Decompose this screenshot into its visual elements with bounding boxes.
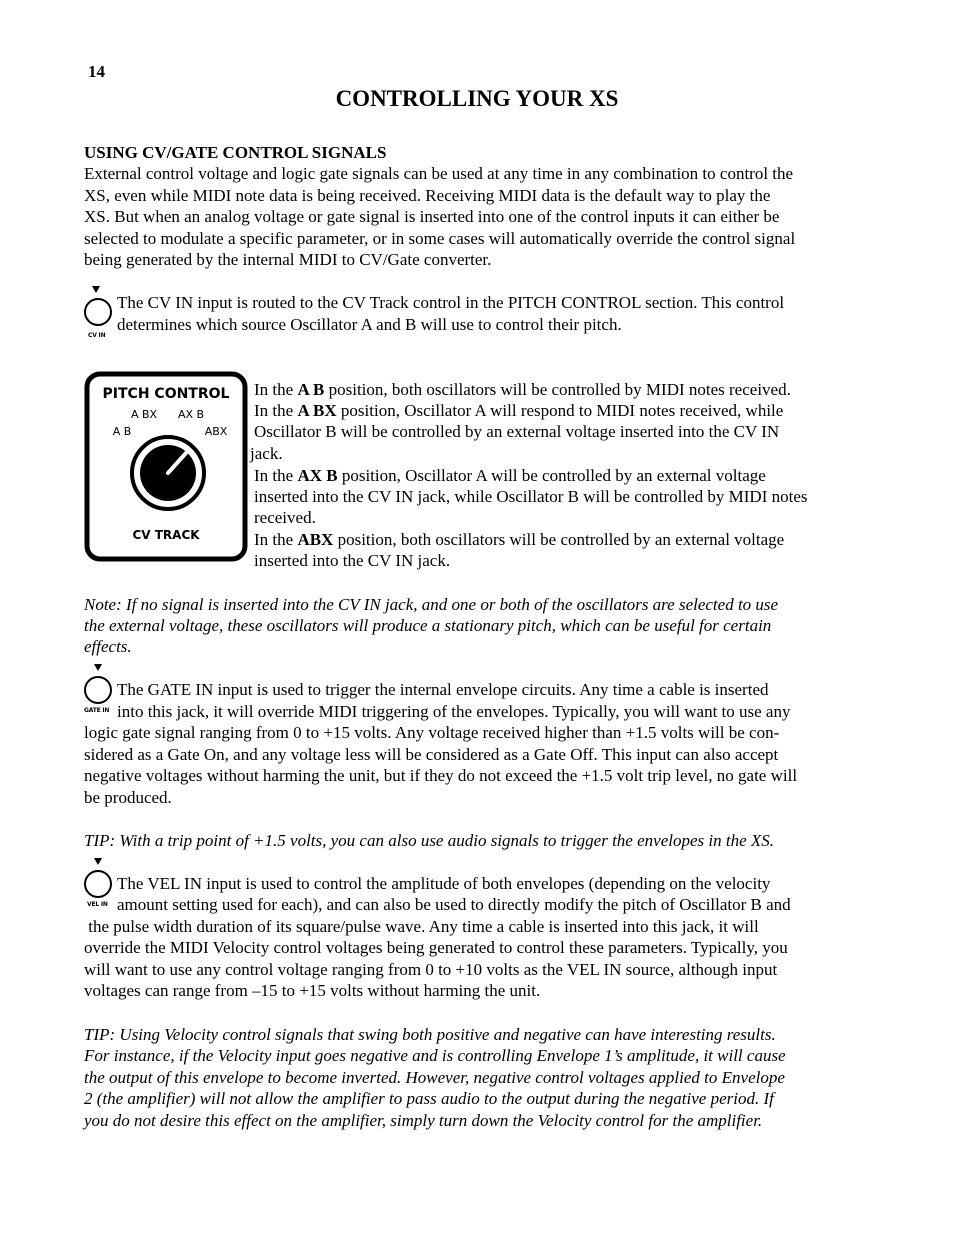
cv-in-line: determines which source Oscillator A and B will use to control their pitch. [117, 315, 622, 334]
gate-in-line: into this jack, it will override MIDI triggering of the envelopes. Typically, you will want to use any [117, 702, 791, 721]
jack-ring-icon [84, 298, 112, 326]
tip-velocity-line: the output of this envelope to become inverted. However, negative control voltages applied to Envelope [84, 1068, 785, 1087]
pitch-control-panel [84, 371, 248, 562]
gate-in-line: logic gate signal ranging from 0 to +15 volts. Any voltage received higher than +1.5 volts will be con- [84, 723, 780, 742]
jack-arrow-icon [92, 286, 100, 293]
position-line: In the ABX position, both oscillators will be controlled by an external voltage [254, 530, 785, 549]
jack-ring-icon [84, 870, 112, 898]
position-ab-label: A B [112, 425, 132, 438]
position-line: In the A B position, both oscillators will be controlled by MIDI notes received. [254, 380, 791, 399]
jack-arrow-icon [94, 664, 102, 671]
vel-in-jack-label: VEL IN [87, 901, 108, 908]
intro-line: External control voltage and logic gate signals can be used at any time in any combination to control the [84, 164, 794, 183]
tip-velocity-line: you do not desire this effect on the amplifier, simply turn down the Velocity control for the amplifier. [84, 1111, 763, 1130]
position-abx-label: A BX [130, 408, 158, 421]
vel-in-line: voltages can range from –15 to +15 volts without harming the unit. [84, 981, 541, 1000]
position-line: received. [254, 508, 316, 527]
position-abx2-label: ABX [204, 425, 228, 438]
gate-in-line: The GATE IN input is used to trigger the internal envelope circuits. Any time a cable is inserted [117, 680, 769, 699]
position-line: jack. [250, 444, 283, 463]
note-line: effects. [84, 637, 132, 656]
cv-in-line: The CV IN input is routed to the CV Track control in the PITCH CONTROL section. This control [117, 293, 785, 312]
position-line: inserted into the CV IN jack, while Oscillator B will be controlled by MIDI notes [254, 487, 808, 506]
position-line: inserted into the CV IN jack. [254, 551, 451, 570]
jack-arrow-icon [94, 858, 102, 865]
page-number: 14 [88, 62, 105, 81]
position-line: Oscillator B will be controlled by an external voltage inserted into the CV IN [254, 422, 780, 441]
vel-in-line: The VEL IN input is used to control the amplitude of both envelopes (depending on the velocity [117, 874, 771, 893]
intro-line: XS, even while MIDI note data is being received. Receiving MIDI data is the default way to play the [84, 186, 771, 205]
panel-title: PITCH CONTROL [102, 386, 230, 402]
tip-velocity-line: For instance, if the Velocity input goes negative and is controlling Envelope 1’s amplitude, it will cause [84, 1046, 786, 1065]
jack-ring-icon [84, 676, 112, 704]
note-line: Note: If no signal is inserted into the CV IN jack, and one or both of the oscillators are selected to use [84, 595, 779, 614]
gate-in-line: be produced. [84, 788, 172, 807]
tip-velocity-line: TIP: Using Velocity control signals that swing both positive and negative can have interesting results. [84, 1025, 776, 1044]
vel-in-line: will want to use any control voltage ranging from 0 to +10 volts as the VEL IN source, although input [84, 960, 778, 979]
gate-in-line: negative voltages without harming the unit, but if they do not exceed the +1.5 volt trip level, no gate will [84, 766, 798, 785]
tip-trip-point: TIP: With a trip point of +1.5 volts, you can also use audio signals to trigger the envelopes in the XS. [84, 831, 774, 850]
gate-in-jack-label: GATE IN [84, 707, 110, 714]
panel-footer: CV TRACK [132, 528, 200, 542]
cv-in-jack-label: CV IN [88, 332, 106, 339]
intro-line: selected to modulate a specific parameter, or in some cases will automatically override the control signal [84, 229, 796, 248]
position-axb-label: AX B [177, 408, 205, 421]
tip-velocity-line: 2 (the amplifier) will not allow the amplifier to pass audio to the output during the negative period. If [84, 1089, 774, 1108]
intro-line: being generated by the internal MIDI to CV/Gate converter. [84, 250, 492, 269]
section-heading: USING CV/GATE CONTROL SIGNALS [84, 143, 387, 162]
gate-in-line: sidered as a Gate On, and any voltage less will be considered as a Gate Off. This input can also accept [84, 745, 779, 764]
note-line: the external voltage, these oscillators will produce a stationary pitch, which can be useful for certain [84, 616, 772, 635]
vel-in-line: the pulse width duration of its square/pulse wave. Any time a cable is inserted into this jack, it will [84, 917, 759, 936]
intro-line: XS. But when an analog voltage or gate signal is inserted into one of the control inputs it can either be [84, 207, 780, 226]
position-line: In the AX B position, Oscillator A will be controlled by an external voltage [254, 466, 766, 485]
position-line: In the A BX position, Oscillator A will respond to MIDI notes received, while [254, 401, 784, 420]
vel-in-line: override the MIDI Velocity control voltages being generated to control these parameters. Typically, you [84, 938, 788, 957]
page-title: CONTROLLING YOUR XS [335, 86, 619, 111]
vel-in-line: amount setting used for each), and can also be used to directly modify the pitch of Oscillator B and [117, 895, 791, 914]
